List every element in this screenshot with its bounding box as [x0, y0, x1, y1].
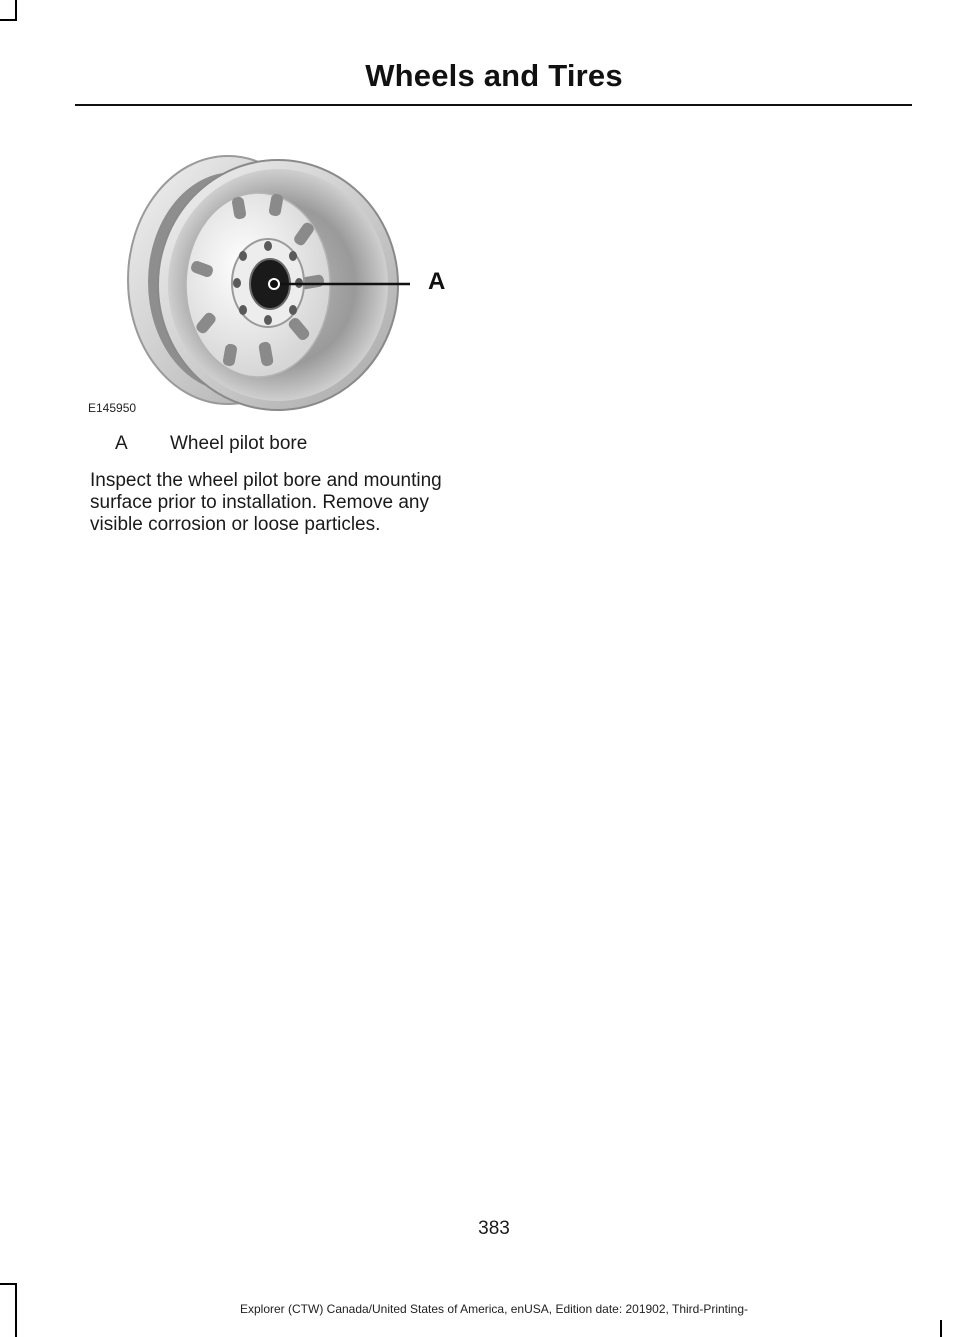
crop-mark-top-left-h — [0, 19, 17, 21]
page-title: Wheels and Tires — [365, 58, 623, 93]
figure-id: E145950 — [88, 401, 137, 415]
footer-edition: Explorer (CTW) Canada/United States of America, enUSA, Edition date: 201902, Third-Printing- — [239, 1302, 749, 1316]
crop-mark-bottom-left-h — [0, 1283, 17, 1285]
header-divider — [75, 104, 912, 106]
wheel-figure — [88, 152, 460, 417]
body-paragraph: Inspect the wheel pilot bore and mounting surface prior to installation. Remove any visible corrosion or loose particles. — [90, 470, 442, 535]
crop-mark-top-left-v — [15, 0, 17, 20]
figure-callout-label: A — [428, 268, 446, 295]
callout-dot — [269, 279, 279, 289]
crop-mark-bottom-right-v — [940, 1320, 942, 1337]
wheel-illustration — [88, 152, 460, 417]
legend-row — [115, 433, 307, 455]
legend-text: Wheel pilot bore — [170, 433, 308, 454]
legend-key: A — [115, 433, 128, 454]
page-number: 383 — [478, 1218, 510, 1239]
